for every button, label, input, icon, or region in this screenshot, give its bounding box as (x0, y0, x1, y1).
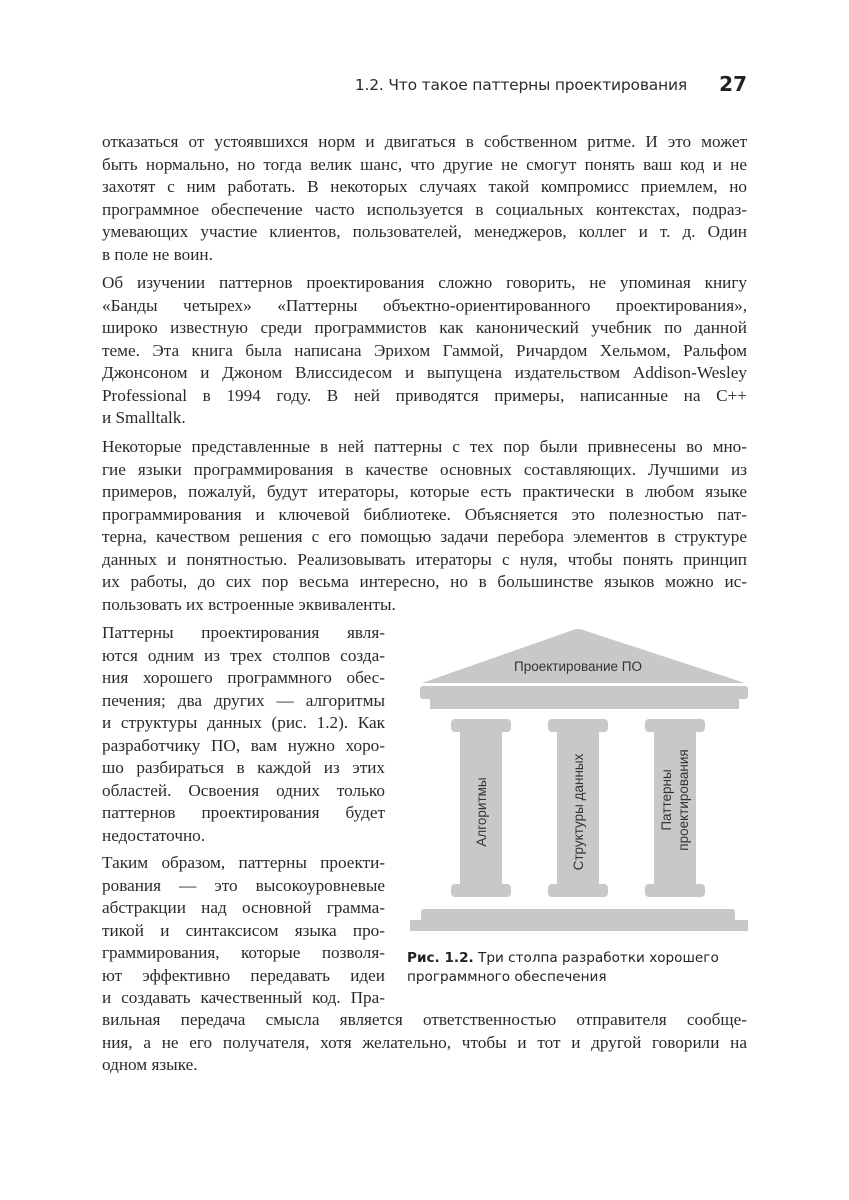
text-line: и Smalltalk. (102, 408, 186, 427)
paragraph-4 (102, 622, 385, 847)
text-line: недостаточно. (102, 825, 206, 845)
text-line: гие языки программирования в качестве основных составляющих. Лучшими из (102, 459, 747, 479)
caption-text-line1: Три столпа разработки хорошего (478, 950, 719, 966)
paragraph-5-continued (102, 1009, 747, 1077)
text-line: областей. Освоения одних только (102, 780, 385, 800)
text-line: отказаться от устоявшихся норм и двигаться в собственном ритме. И это может (102, 132, 747, 151)
paragraph-5 (102, 852, 385, 1010)
pillars-diagram (405, 625, 755, 945)
text-line: в поле не воин. (102, 244, 213, 264)
text-line: их работы, до сих пор весьма интересно, но в большинстве языков можно ис- (102, 572, 747, 591)
text-line: граммирования, которые позволя- (102, 943, 385, 962)
text-line: абстракции над основной грамма- (102, 898, 385, 917)
roof-pediment (422, 629, 745, 683)
paragraph-1 (102, 131, 747, 266)
text-line: печения; два других — алгоритмы (102, 690, 385, 710)
text-line: быть нормально, но тогда велик шанс, что другие не смогут понять ваш код и не (102, 154, 747, 174)
paragraph-3 (102, 436, 747, 616)
plinth-bottom (410, 920, 748, 931)
text-line: ния хорошего программного обес- (102, 668, 385, 687)
figure-three-pillars (405, 625, 755, 995)
text-line: данных и понятностью. Реализовывать итераторы с нуля, чтобы понять принцип (102, 549, 747, 569)
text-line: примеров, пожалуй, будут итераторы, которые есть практически в любом языке (102, 482, 747, 501)
text-line: одном языке. (102, 1055, 198, 1074)
pillar-base-1 (451, 884, 511, 897)
text-line: ния, а не его получателя, хотя желательно, чтобы и тот и другой говорили на (102, 1032, 747, 1052)
caption-text-line2: программного обеспечения (407, 969, 607, 985)
page-number: 27 (719, 72, 747, 96)
text-line: ются одним из трех столпов созда- (102, 645, 385, 665)
text-line: широко известную среди программистов как канонический учебник по данной (102, 318, 747, 337)
text-line: умевающих участие клиентов, пользователей, менеджеров, коллег и т. д. Один (102, 222, 747, 241)
text-line: «Банды четырех» «Паттерны объектно-ориентированного проектирования», (102, 295, 747, 315)
running-title: 1.2. Что такое паттерны проектирования (354, 76, 687, 94)
text-line: Об изучении паттернов проектирования сложно говорить, не упоминая книгу (102, 273, 747, 292)
text-line: ют эффективно передавать идеи (102, 965, 385, 985)
text-line: разработчику ПО, вам нужно хоро- (102, 735, 385, 755)
pillar-label-patterns-line1: Паттерны (659, 769, 674, 831)
text-line: захотят с ним работать. В некоторых случаях такой компромисс приемлем, но (102, 177, 747, 196)
pillar-base-2 (548, 884, 608, 897)
text-line: терна, качеством решения с его помощью задачи перебора элементов в структуре (102, 527, 747, 546)
pillar-label-algorithms: Алгоритмы (474, 777, 489, 847)
pillar-base-3 (645, 884, 705, 897)
text-line: рования — это высокоуровневые (102, 875, 385, 895)
text-line: шо разбираться в каждой из этих (102, 758, 385, 777)
text-line: и создавать качественный код. Пра- (102, 988, 385, 1007)
text-line: паттернов проектирования будет (102, 803, 385, 822)
roof-label: Проектирование ПО (513, 659, 643, 674)
entablature-bottom (430, 697, 739, 709)
text-line: пользовать их встроенные эквиваленты. (102, 594, 396, 614)
pillar-label-patterns-line2: проектирования (676, 749, 691, 851)
text-line: и структуры данных (рис. 1.2). Как (102, 713, 385, 732)
text-line: тикой и синтаксисом языка про- (102, 920, 385, 940)
text-line: программное обеспечение часто используется в социальных контекстах, подраз- (102, 199, 747, 219)
text-line: Некоторые представленные в ней паттерны с тех пор были привнесены во мно- (102, 437, 747, 456)
figure-caption (407, 949, 747, 987)
paragraph-2 (102, 272, 747, 430)
text-line: Паттерны проектирования явля- (102, 623, 385, 642)
caption-number: Рис. 1.2. (407, 950, 474, 966)
text-line: Джонсоном и Джоном Влиссидесом и выпущена издательством Addison-Wesley (102, 363, 747, 382)
text-line: программирования и ключевой библиотеке. Объясняется это полезностью пат- (102, 504, 747, 524)
running-head (354, 72, 747, 100)
pillar-label-data-structures: Структуры данных (571, 753, 586, 871)
text-line: вильная передача смысла является ответственностью отправителя сообще- (102, 1010, 747, 1029)
text-line: Таким образом, паттерны проекти- (102, 853, 385, 872)
text-line: теме. Эта книга была написана Эрихом Гаммой, Ричардом Хельмом, Ральфом (102, 340, 747, 360)
text-line: Professional в 1994 году. В ней приводятся примеры, написанные на C++ (102, 385, 747, 405)
